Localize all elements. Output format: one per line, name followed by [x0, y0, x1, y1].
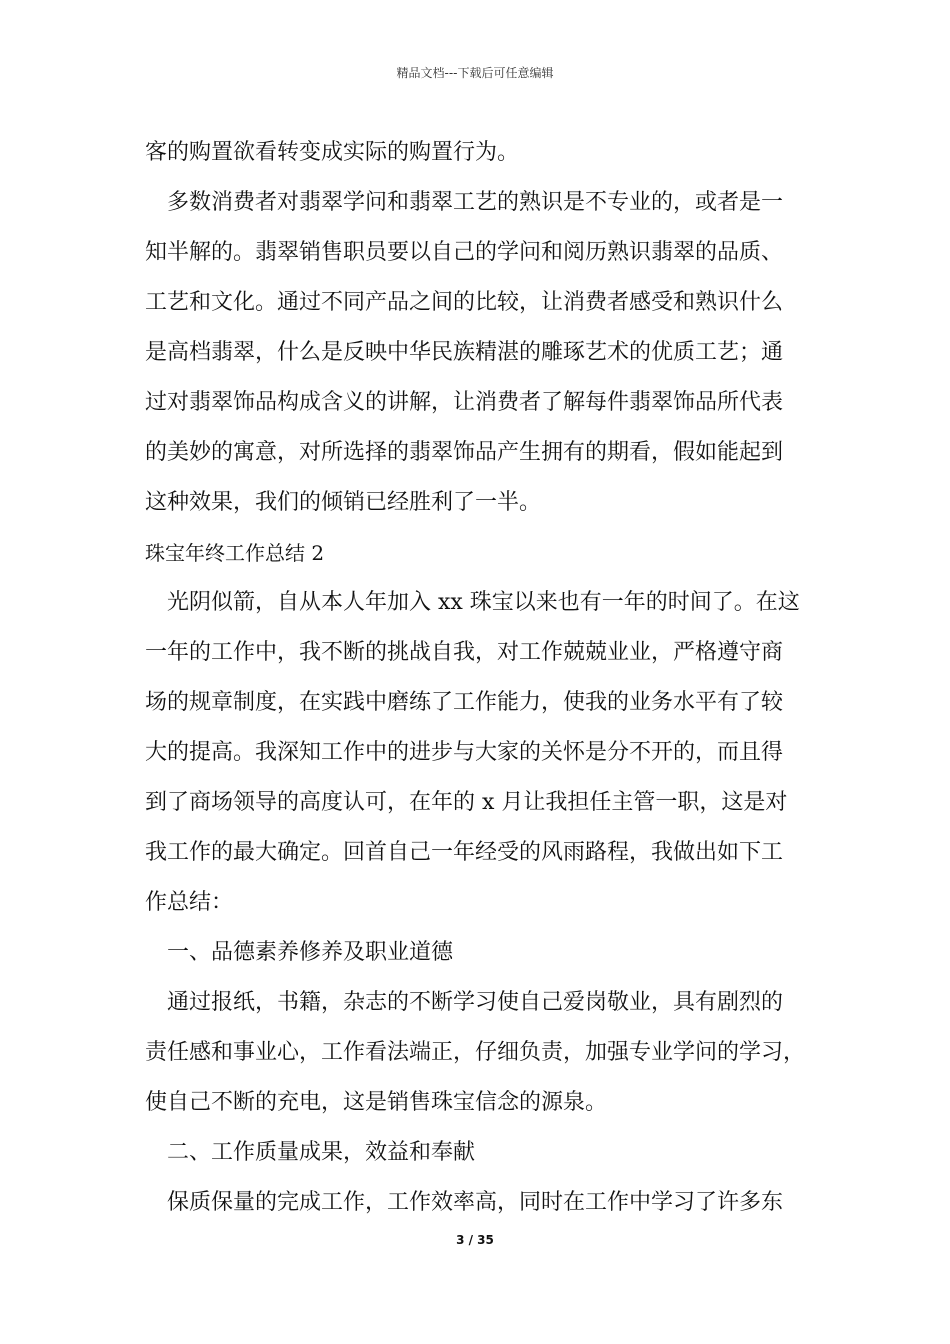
text-line: 作总结：: [145, 890, 234, 915]
text-line: 使自己不断的充电，这是销售珠宝信念的源泉。: [145, 1090, 608, 1115]
subsection-heading: 一、品德素养修养及职业道德: [145, 940, 454, 965]
text-line: 到了商场领导的高度认可，在年的 x 月让我担任主管一职，这是对: [145, 790, 788, 815]
text-line: 一年的工作中，我不断的挑战自我，对工作兢兢业业，严格遵守商: [145, 640, 784, 665]
text-line: 客的购置欲看转变成实际的购置行为。: [145, 140, 520, 165]
text-line: 我工作的最大确定。回首自己一年经受的风雨路程，我做出如下工: [145, 840, 784, 865]
text-line: 大的提高。我深知工作中的进步与大家的关怀是分不开的，而且得: [145, 740, 784, 765]
document-body: [145, 128, 815, 1228]
text-line: 知半解的。翡翠销售职员要以自己的学问和阅历熟识翡翠的品质、: [145, 240, 784, 265]
text-line: 这种效果，我们的倾销已经胜利了一半。: [145, 490, 542, 515]
page-header: 精品文档---下载后可任意编辑: [396, 66, 554, 80]
text-line: 光阴似箭，自从本人年加入 xx 珠宝以来也有一年的时间了。在这: [145, 590, 800, 615]
text-line: 通过报纸，书籍，杂志的不断学习使自己爱岗敬业，具有剧烈的: [145, 990, 784, 1015]
text-line: 保质保量的完成工作，工作效率高，同时在工作中学习了许多东: [145, 1190, 784, 1215]
subsection-heading: 二、工作质量成果，效益和奉献: [145, 1140, 476, 1165]
text-line: 场的规章制度，在实践中磨练了工作能力，使我的业务水平有了较: [145, 690, 784, 715]
text-line: 过对翡翠饰品构成含义的讲解，让消费者了解每件翡翠饰品所代表: [145, 390, 784, 415]
text-line: 是高档翡翠，什么是反映中华民族精湛的雕琢艺术的优质工艺；通: [145, 340, 784, 365]
text-line: 责任感和事业心，工作看法端正，仔细负责，加强专业学问的学习，: [145, 1040, 806, 1065]
section-heading: 珠宝年终工作总结 2: [145, 541, 325, 565]
text-line: 工艺和文化。通过不同产品之间的比较，让消费者感受和熟识什么: [145, 290, 784, 315]
text-line: 多数消费者对翡翠学问和翡翠工艺的熟识是不专业的，或者是一: [145, 190, 784, 215]
text-line: 的美妙的寓意，对所选择的翡翠饰品产生拥有的期看，假如能起到: [145, 440, 784, 465]
page-number: 3 / 35: [456, 1233, 494, 1247]
